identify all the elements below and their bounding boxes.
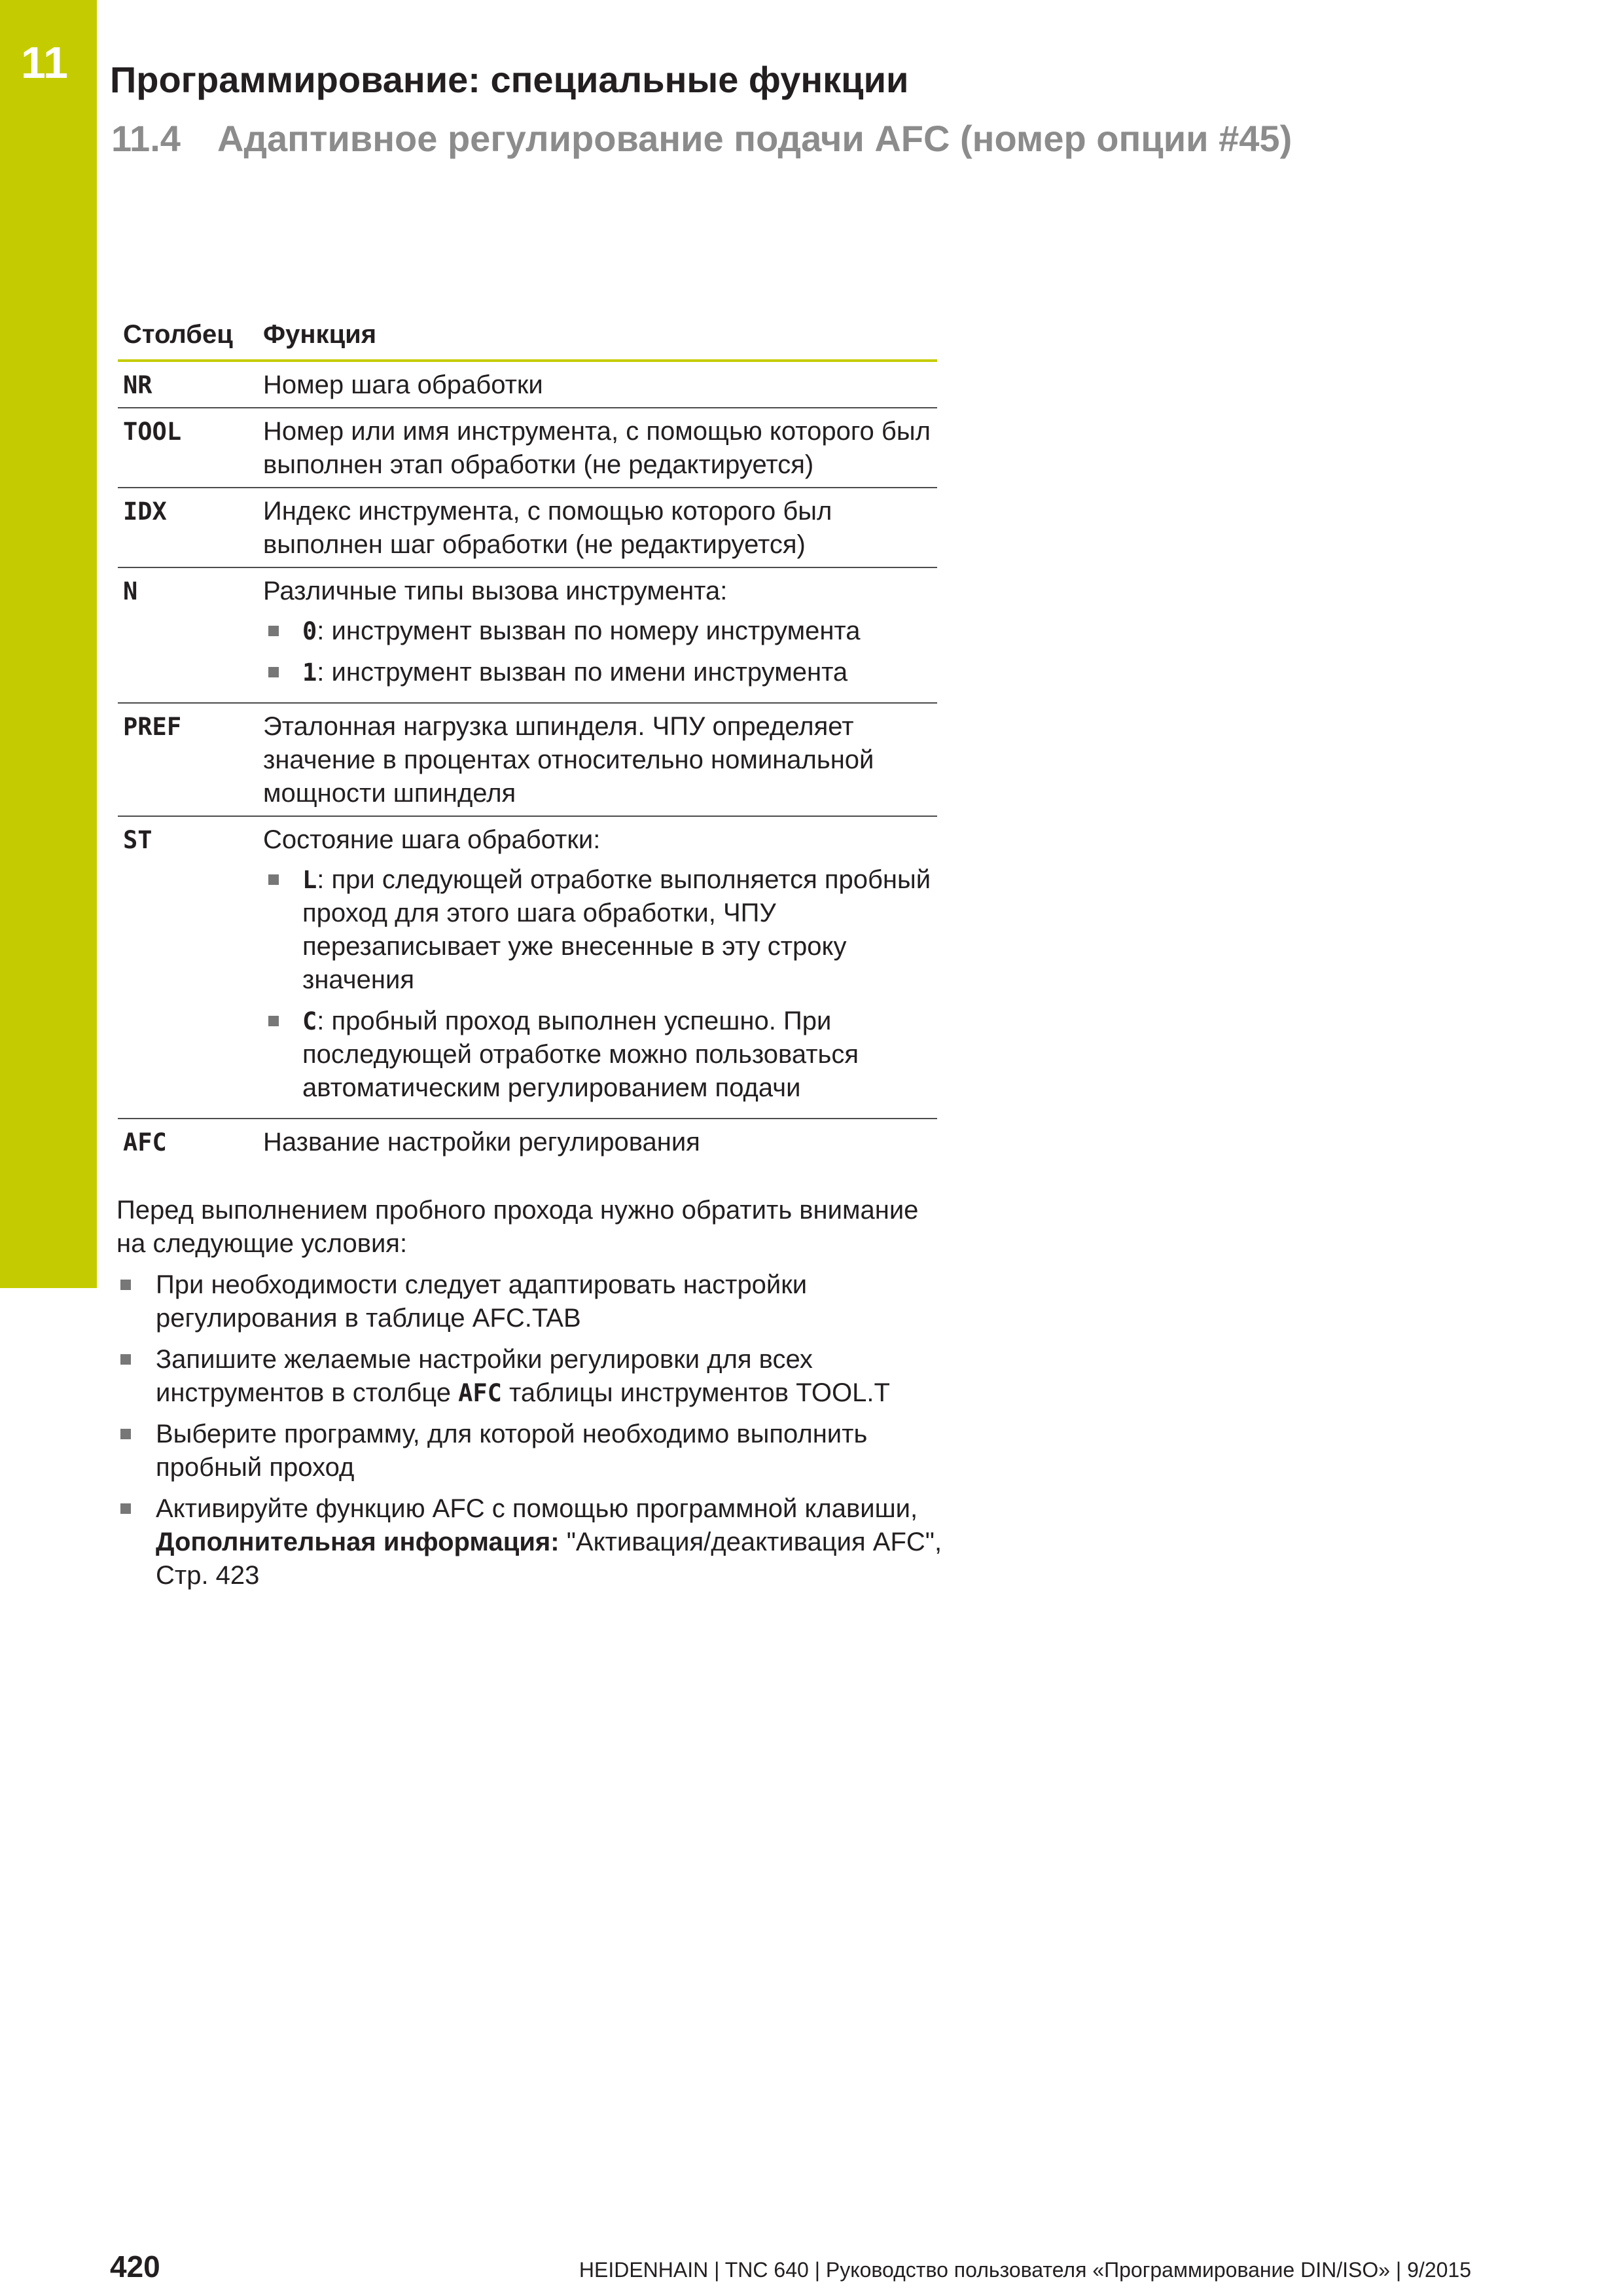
value-code: C bbox=[302, 1007, 317, 1035]
table-row bbox=[118, 361, 937, 408]
list-item bbox=[116, 1418, 967, 1484]
square-bullet-icon bbox=[120, 1354, 131, 1365]
chapter-side-bar bbox=[0, 0, 97, 1288]
table-row bbox=[118, 488, 937, 567]
chapter-title: Программирование: специальные функции bbox=[110, 59, 909, 100]
column-code: TOOL bbox=[123, 418, 182, 446]
square-bullet-icon bbox=[120, 1429, 131, 1439]
function-text: Номер или имя инструмента, с помощью которого был выполнен этап обработки (не редактируется) bbox=[258, 408, 937, 488]
item-text: : инструмент вызван по номеру инструмента bbox=[317, 617, 861, 645]
item-text: таблицы инструментов TOOL.T bbox=[501, 1378, 890, 1407]
item-text: : инструмент вызван по имени инструмента bbox=[317, 658, 848, 687]
value-code: 0 bbox=[302, 617, 317, 645]
function-text: Название настройки регулирования bbox=[263, 1128, 700, 1157]
square-bullet-icon bbox=[268, 667, 279, 677]
list-item bbox=[116, 1492, 967, 1592]
column-code: ST bbox=[123, 826, 152, 854]
column-code: NR bbox=[123, 371, 152, 399]
table-row bbox=[118, 703, 937, 816]
conditions-list bbox=[116, 1268, 967, 1600]
table-header-column: Столбец bbox=[118, 312, 258, 361]
inline-code: AFC bbox=[458, 1379, 502, 1407]
table-row bbox=[118, 408, 937, 488]
item-text: Выберите программу, для которой необходимо выполнить пробный проход bbox=[156, 1420, 868, 1482]
sub-list bbox=[263, 863, 932, 1105]
square-bullet-icon bbox=[120, 1280, 131, 1290]
table-row bbox=[118, 1119, 937, 1164]
sub-list bbox=[263, 615, 932, 689]
page-number: 420 bbox=[110, 2250, 160, 2284]
item-text: При необходимости следует адаптировать настройки регулирования в таблице AFC.TAB bbox=[156, 1270, 808, 1333]
list-item bbox=[263, 863, 932, 997]
list-item bbox=[116, 1268, 967, 1335]
list-item bbox=[116, 1343, 967, 1410]
function-text: Эталонная нагрузка шпинделя. ЧПУ определяет значение в процентах относительно номинальной мощности шпинделя bbox=[258, 703, 937, 816]
table-row bbox=[118, 816, 937, 1119]
column-code: AFC bbox=[123, 1128, 167, 1157]
list-item bbox=[263, 1005, 932, 1105]
more-info-label: Дополнительная информация: bbox=[156, 1528, 560, 1556]
column-code: N bbox=[123, 577, 138, 605]
function-text: Номер шага обработки bbox=[258, 361, 937, 408]
item-text: Запишите желаемые настройки регулировки для всех инструментов в столбце bbox=[156, 1345, 813, 1407]
square-bullet-icon bbox=[268, 874, 279, 885]
column-code: IDX bbox=[123, 497, 167, 526]
cross-reference-link[interactable]: "Активация/деактивация AFC", Стр. 423 bbox=[156, 1528, 942, 1590]
function-text: Индекс инструмента, с помощью которого был выполнен шаг обработки (не редактируется) bbox=[258, 488, 937, 567]
square-bullet-icon bbox=[268, 626, 279, 636]
list-item bbox=[263, 615, 932, 648]
square-bullet-icon bbox=[268, 1016, 279, 1026]
item-text: : пробный проход выполнен успешно. При последующей отработке можно пользоваться автоматическим регулированием подачи bbox=[302, 1007, 859, 1102]
section-title-text: Адаптивное регулирование подачи AFC (номер опции #45) bbox=[217, 118, 1293, 159]
list-item bbox=[263, 656, 932, 689]
section-title bbox=[111, 117, 1292, 160]
chapter-number: 11 bbox=[21, 38, 68, 88]
footer-text: HEIDENHAIN | TNC 640 | Руководство пользователя «Программирование DIN/ISO» | 9/2015 bbox=[579, 2258, 1471, 2282]
function-text: Различные типы вызова инструмента: bbox=[263, 577, 728, 605]
item-text: : при следующей отработке выполняется пробный проход для этого шага обработки, ЧПУ перезаписывает уже внесенные в эту строку значения bbox=[302, 865, 931, 994]
value-code: L bbox=[302, 866, 317, 894]
value-code: 1 bbox=[302, 658, 317, 687]
section-number: 11.4 bbox=[111, 118, 181, 159]
column-code: PREF bbox=[123, 713, 182, 741]
table-header-row bbox=[118, 312, 937, 361]
square-bullet-icon bbox=[120, 1503, 131, 1514]
function-text: Состояние шага обработки: bbox=[263, 825, 601, 854]
intro-paragraph: Перед выполнением пробного прохода нужно обратить внимание на следующие условия: bbox=[116, 1196, 919, 1258]
table-header-function: Функция bbox=[258, 312, 937, 361]
table-row bbox=[118, 567, 937, 703]
function-table bbox=[118, 312, 937, 1164]
item-text: Активируйте функцию AFC с помощью программной клавиши, bbox=[156, 1494, 918, 1523]
